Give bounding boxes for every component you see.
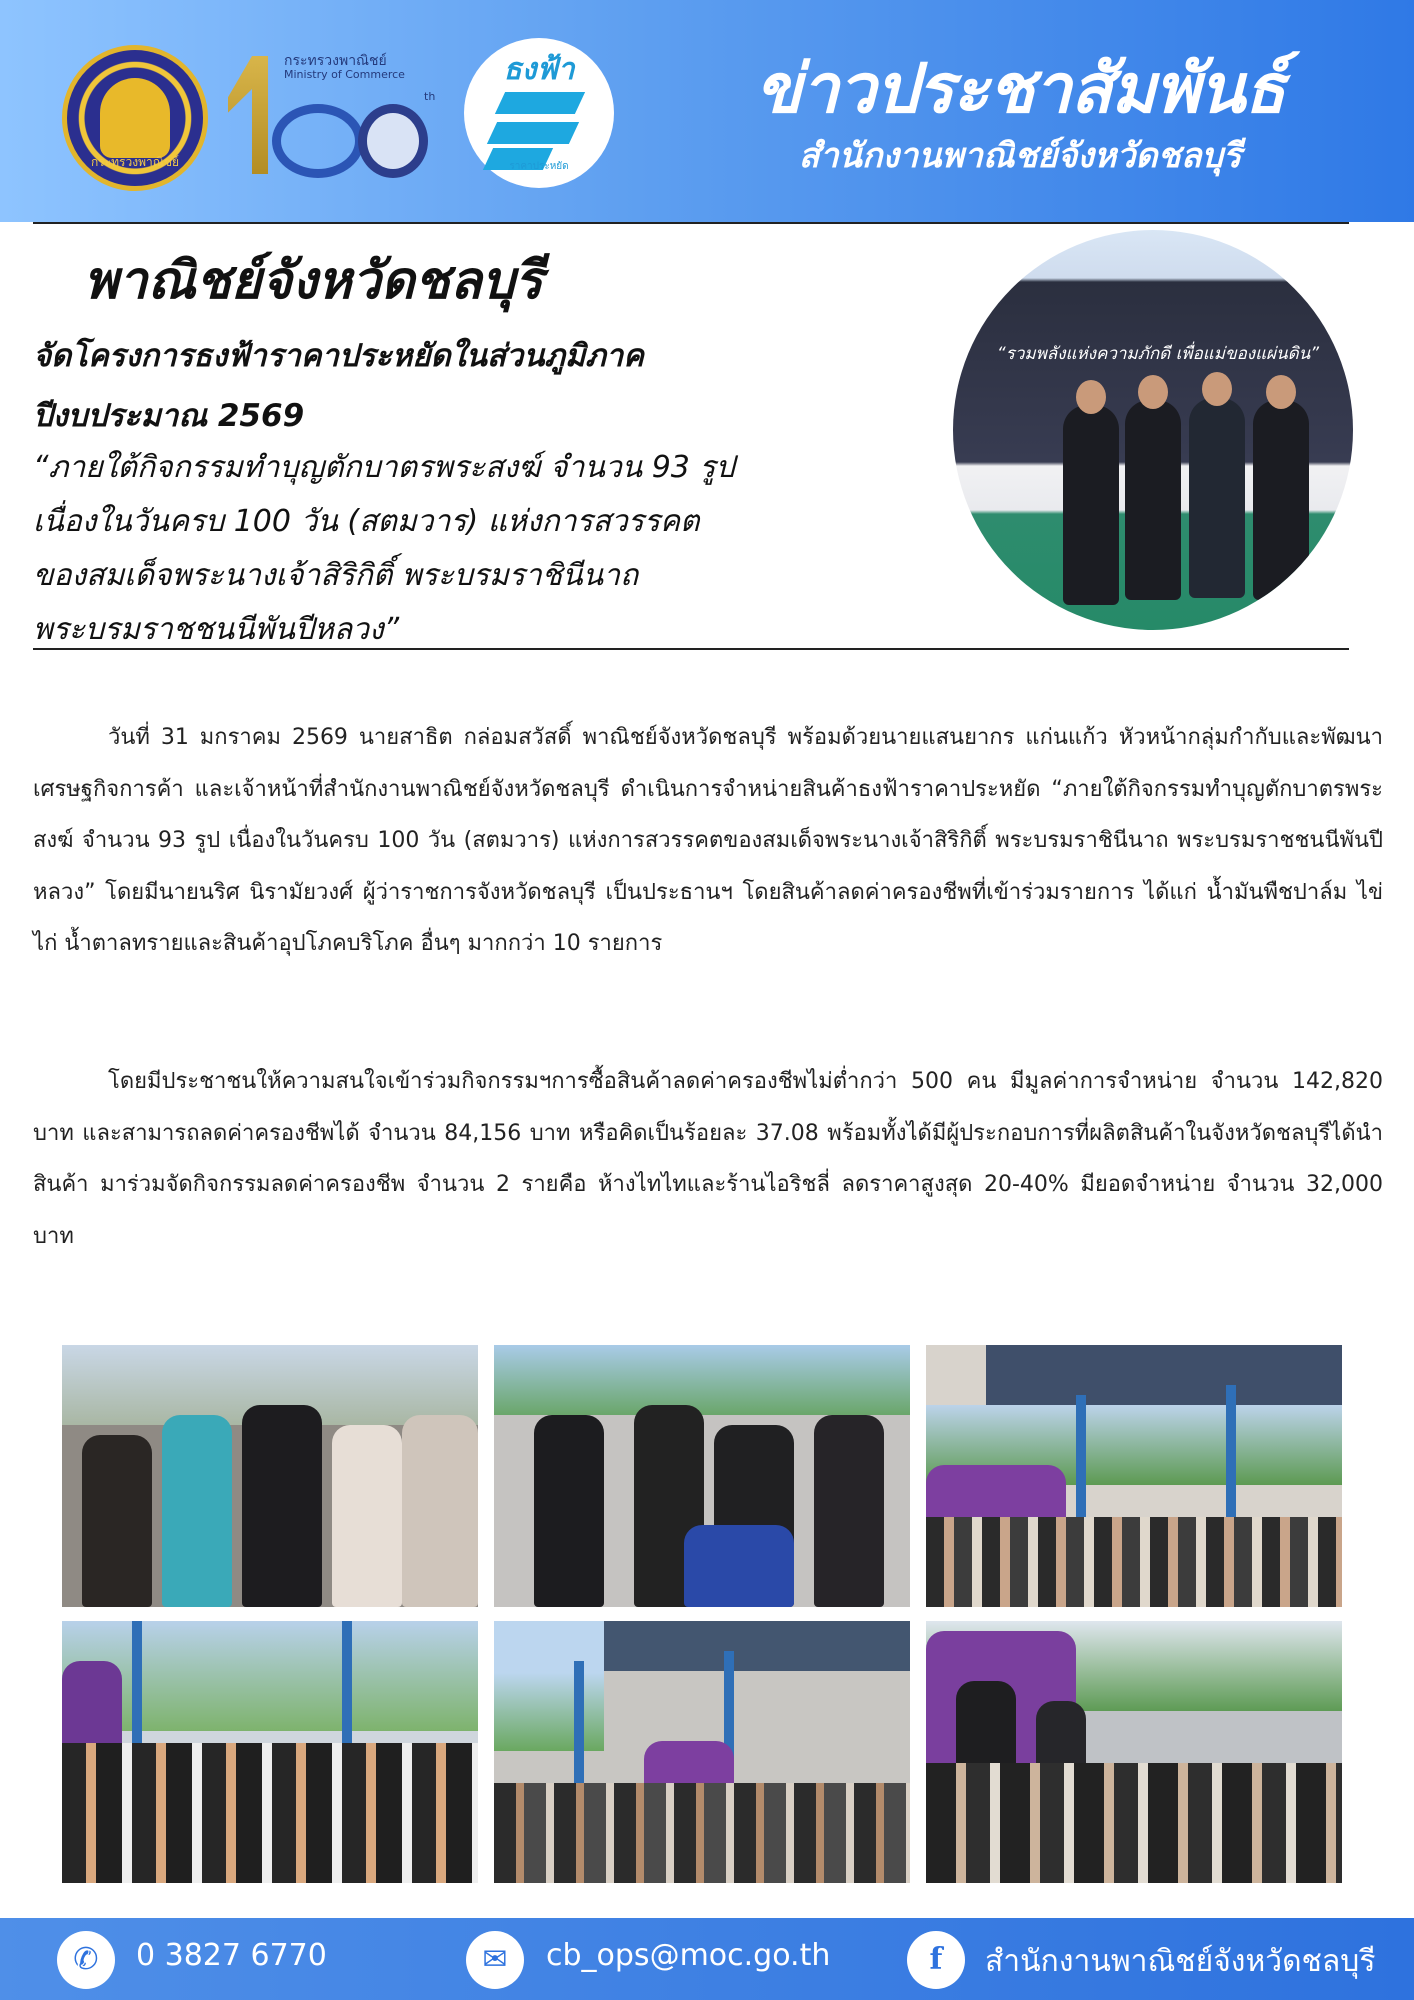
photo-person-head	[1202, 372, 1232, 406]
body-paragraph-2	[33, 1056, 1383, 1262]
photo-crowd	[926, 1517, 1342, 1607]
photo-background	[494, 1621, 604, 1751]
moc-105th-logo	[228, 48, 438, 178]
ministry-seal-logo	[62, 45, 208, 191]
photo-figure	[684, 1525, 794, 1607]
headline-quote-line-4: พระบรมราชชนนีพันปีหลวง”	[33, 612, 400, 647]
bottom-divider	[33, 648, 1349, 650]
anniversary-suffix: th	[424, 90, 436, 103]
photo-figure	[82, 1435, 152, 1607]
paragraph-1-text: วันที่ 31 มกราคม 2569 นายสาธิต กล่อมสวัสดิ์ พาณิชย์จังหวัดชลบุรี พร้อมด้วยนายแสนยากร แก่นแก้ว หัวหน้ากลุ่มกำกับและพัฒนาเศรษฐกิจการค้า และเจ้าหน้าที่สำนักงานพาณิชย์จังหวัดชลบุรี ดำเนินการจำหน่ายสินค้าธงฟ้าราคาประหยัด “ภายใต้กิจกรรมทำบุญตักบาตรพระสงฆ์ จำนวน 93 รูป เนื่องในวันครบ 100 วัน (สตมวาร) แห่งการสวรรคตของสมเด็จพระนางเจ้าสิริกิติ์ พระบรมราชินีนาถ พระบรมราชชนนีพันปีหลวง” โดยมีนายนริศ นิรามัยวงศ์ ผู้ว่าราชการจังหวัดชลบุรี เป็นประธานฯ โดยสินค้าลดค่าครองชีพที่เข้าร่วมรายการ ได้แก่ น้ำมันพืชปาล์ม ไข่ไก่ น้ำตาลทรายและสินค้าอุปโภคบริโภค อื่นๆ มากกว่า 10 รายการ	[33, 725, 1383, 956]
thongfa-logo	[464, 38, 614, 188]
footer-phone[interactable]: 0 3827 6770	[136, 1938, 327, 1973]
footer-facebook-page[interactable]: สำนักงานพาณิชย์จังหวัดชลบุรี	[985, 1944, 1376, 1979]
event-photo-6	[926, 1621, 1342, 1883]
facebook-icon: f	[907, 1931, 965, 1989]
photo-person-head	[1266, 375, 1296, 409]
moc-name-th: กระทรวงพาณิชย์	[284, 53, 387, 69]
event-photo-3	[926, 1345, 1342, 1607]
paragraph-2-text: โดยมีประชาชนให้ความสนใจเข้าร่วมกิจกรรมฯการซื้อสินค้าลดค่าครองชีพไม่ต่ำกว่า 500 คน มีมูลค่าการจำหน่าย จำนวน 142,820 บาท และสามารถลดค่าครองชีพได้ จำนวน 84,156 บาท หรือคิดเป็นร้อยละ 37.08 พร้อมทั้งได้มีผู้ประกอบการที่ผลิตสินค้าในจังหวัดชลบุรีได้นำสินค้า มาร่วมจัดกิจกรรมลดค่าครองชีพ จำนวน 2 รายคือ ห้างไทไทและร้านไอริชลี่ ลดราคาสูงสุด 20-40% มียอดจำหน่าย จำนวน 32,000 บาท	[33, 1069, 1383, 1249]
photo-crowd	[62, 1743, 478, 1883]
photo-figure	[402, 1415, 478, 1607]
header-banner	[0, 0, 1414, 222]
event-photo-2	[494, 1345, 910, 1607]
event-photo-4	[62, 1621, 478, 1883]
headline-sub-2: ปีงบประมาณ 2569	[33, 398, 305, 434]
headline-main: พาณิชย์จังหวัดชลบุรี	[84, 251, 543, 311]
logo-digit-5	[358, 104, 428, 178]
flag-stripe	[495, 92, 585, 114]
headline-quote-line-3: ของสมเด็จพระนางเจ้าสิริกิติ์ พระบรมราชินีนาถ	[33, 558, 639, 593]
thongfa-title: ธงฟ้า	[503, 52, 575, 87]
footer-email[interactable]: cb_ops@moc.go.th	[546, 1938, 831, 1973]
seal-emblem	[100, 78, 170, 158]
logo-digit-1	[228, 56, 268, 174]
photo-person	[1063, 405, 1119, 605]
photo-person	[1253, 400, 1309, 600]
headline-quote-line-1: “ภายใต้กิจกรรมทำบุญตักบาตรพระสงฆ์ จำนวน 93 รูป	[33, 450, 735, 485]
photo-person	[1189, 398, 1245, 598]
photo-background	[986, 1345, 1342, 1405]
photo-person-head	[1138, 375, 1168, 409]
photo-person	[1125, 400, 1181, 600]
event-photo-1	[62, 1345, 478, 1607]
photo-figure	[332, 1425, 402, 1607]
flag-stripe	[487, 122, 579, 144]
photo-crowd	[494, 1783, 910, 1883]
event-photo-5	[494, 1621, 910, 1883]
phone-icon: ✆	[57, 1931, 115, 1989]
seal-text: กระทรวงพาณิชย์	[90, 155, 180, 169]
photo-crowd	[926, 1763, 1342, 1883]
thongfa-subtitle: ราคาประหยัด	[509, 161, 569, 172]
photo-background	[62, 1621, 478, 1731]
logo-digit-0	[272, 104, 364, 178]
footer-contact-bar	[0, 1918, 1414, 2000]
photo-figure	[534, 1415, 604, 1607]
body-paragraph-1	[33, 712, 1383, 970]
photo-figure	[162, 1415, 232, 1607]
photo-figure	[814, 1415, 884, 1607]
photo-banner-text: “รวมพลังแห่งความภักดี เพื่อแม่ของแผ่นดิน”	[996, 344, 1320, 364]
photo-background	[594, 1621, 910, 1671]
headline-sub-1: จัดโครงการธงฟ้าราคาประหยัดในส่วนภูมิภาค	[33, 338, 644, 374]
ceremony-circle-photo	[953, 230, 1353, 630]
moc-name-en: Ministry of Commerce	[284, 68, 405, 81]
top-divider	[33, 222, 1349, 224]
header-title: ข่าวประชาสัมพันธ์	[755, 50, 1285, 129]
header-subtitle: สำนักงานพาณิชย์จังหวัดชลบุรี	[798, 136, 1242, 176]
photo-background	[494, 1345, 910, 1415]
photo-person-head	[1076, 380, 1106, 414]
mail-icon: ✉	[466, 1931, 524, 1989]
photo-figure	[242, 1405, 322, 1607]
headline-quote-line-2: เนื่องในวันครบ 100 วัน (สตมวาร) แห่งการสวรรคต	[33, 504, 700, 539]
